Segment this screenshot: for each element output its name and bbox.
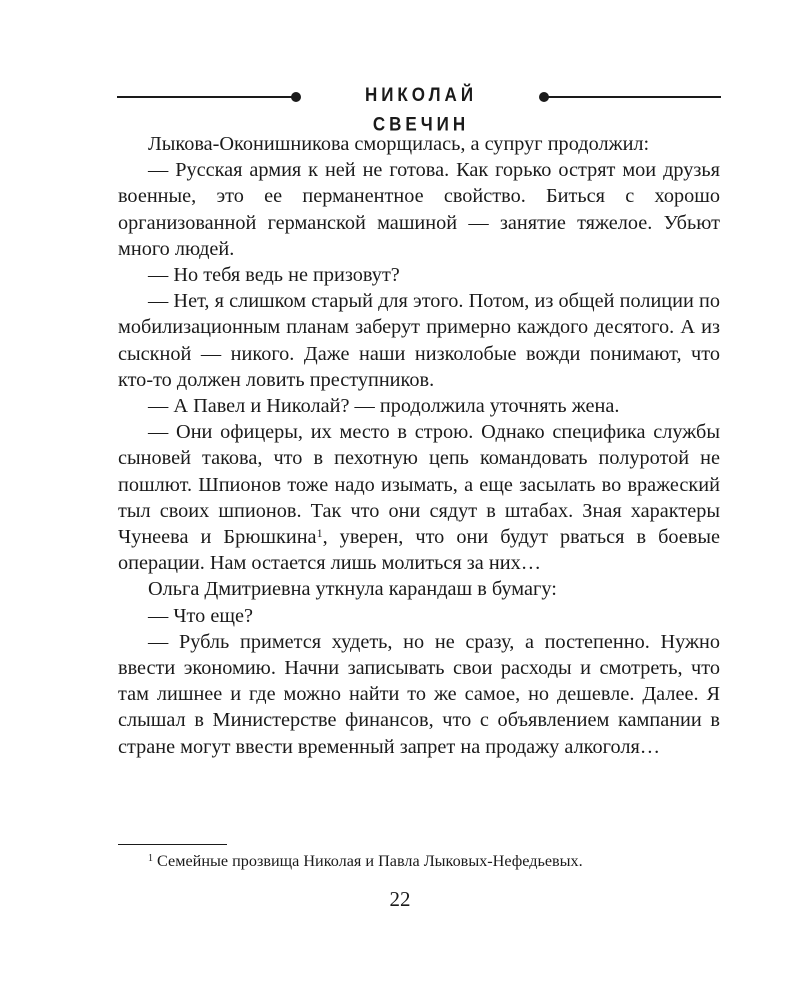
paragraph: — Нет, я слишком старый для этого. Потом, из общей полиции по мобилизационным планам заберут примерно каждого десятого. А из сыскной — никого. Даже наши низколобые вожди понимают, что кто-то должен ловить преступников. [118, 290, 720, 391]
paragraph-part: , уверен, что они будут рваться в боевые операции. Нам остается лишь молиться за них… [118, 526, 720, 575]
header-author-name: НИКОЛАЙ СВЕЧИН [364, 83, 478, 136]
paragraph-with-footnote [118, 419, 720, 576]
footnote-separator [118, 844, 227, 845]
page-number: 22 [389, 887, 411, 911]
footnote-text: Семейные прозвища Николая и Павла Лыковых-Нефедьевых. [157, 852, 583, 870]
paragraph: — Что еще? [148, 604, 253, 627]
paragraph: — Русская армия к ней не готова. Как горько острят мои друзья военные, это ее перманентное свойство. Биться с хорошо организованной германской машиной — занятие тяжелое. Убьют много людей. [118, 159, 720, 260]
paragraph: — Но тебя ведь не призовут? [148, 264, 400, 287]
footnote-marker: 1 [148, 853, 153, 864]
header-dot-left [291, 92, 301, 102]
footnote [148, 851, 728, 871]
paragraph: Лыкова-Оконишникова сморщилась, а супруг продолжил: [148, 133, 650, 155]
header-rule-left [117, 96, 293, 98]
footnote-reference: 1 [316, 526, 323, 541]
paragraph: — А Павел и Николай? — продолжила уточнять жена. [148, 395, 620, 418]
paragraph-part: — Они офицеры, их место в строю. Однако специфика службы сыновей такова, что в пехотную цепь командовать полуротой не пошлют. Шпионов тоже надо изымать, а еще засылать во вражеский тыл своих шпионов. Так что они сядут в штабах. Зная характеры Чунеева и Брюшкина [118, 421, 720, 549]
paragraph: Ольга Дмитриевна уткнула карандаш в бумагу: [148, 578, 557, 601]
body-text [118, 131, 720, 760]
header-rule-right [543, 96, 721, 98]
running-header [117, 83, 721, 136]
paragraph: — Рубль примется худеть, но не сразу, а постепенно. Нужно ввести экономию. Начни записывать свои расходы и смотреть, что там лишнее и где можно найти то же самое, но дешевле. Далее. Я слышал в Министерстве финансов, что с объявлением кампании в стране могут ввести временный запрет на продажу алкоголя… [118, 630, 720, 758]
